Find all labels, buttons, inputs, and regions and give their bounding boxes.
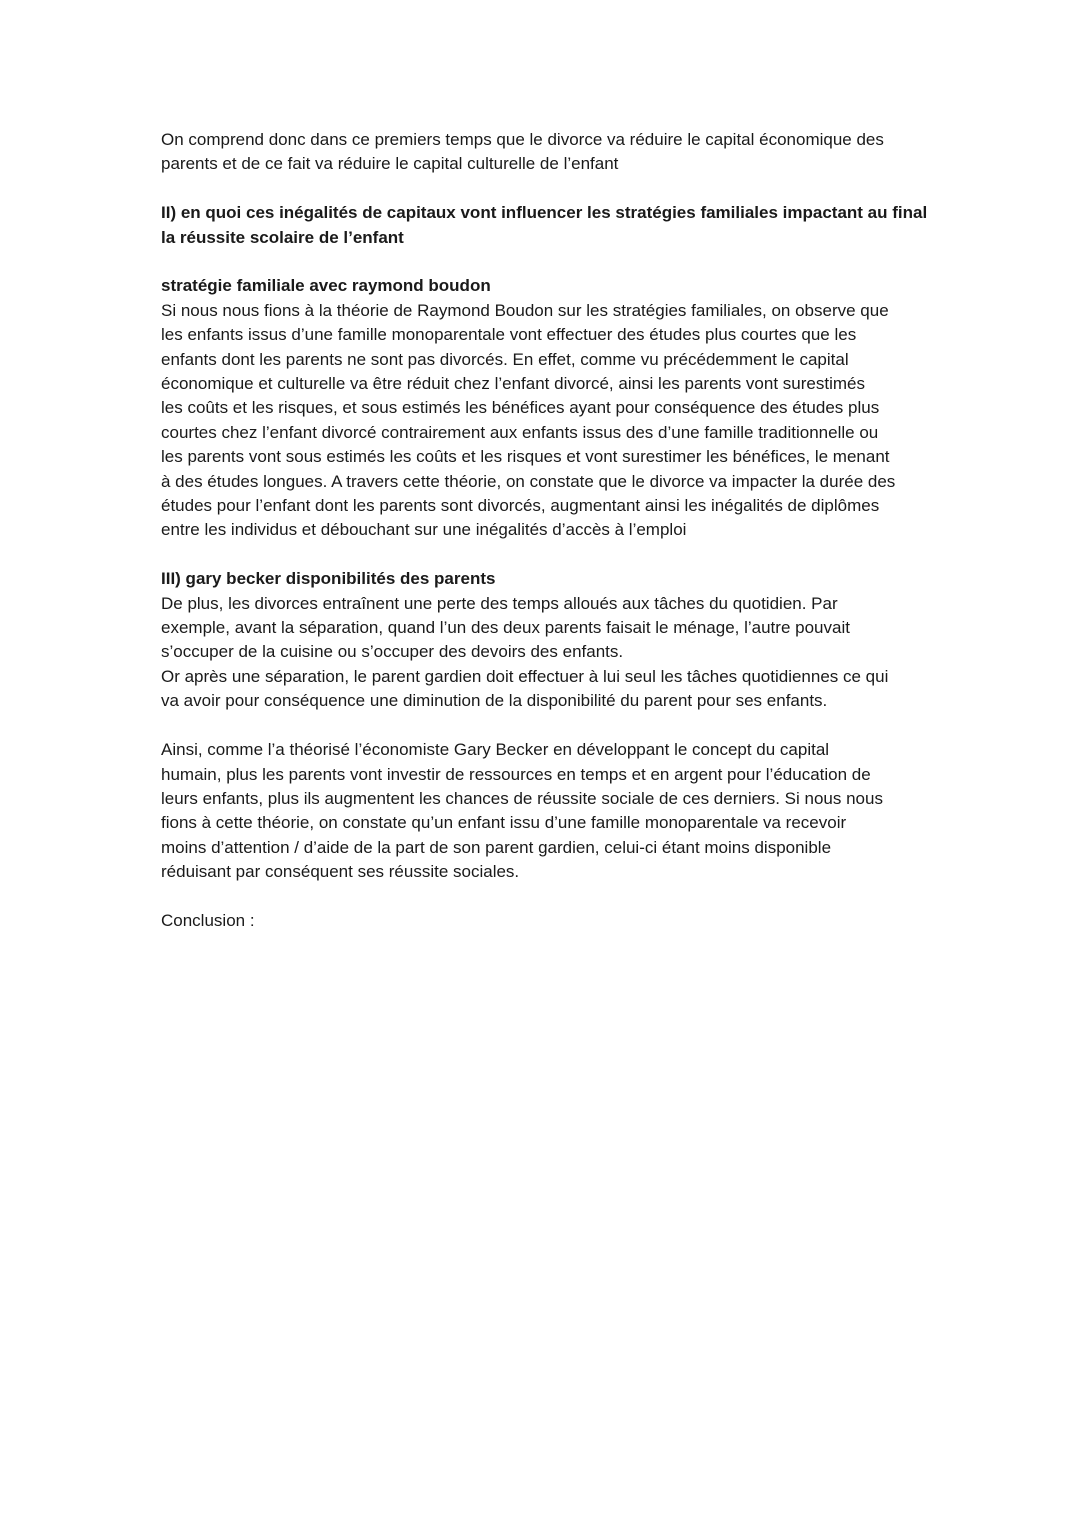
section-3-line: De plus, les divorces entraînent une perte des temps alloués aux tâches du quotidien. Par — [161, 593, 838, 613]
section-2-heading — [161, 201, 961, 250]
section-3-line: s’occuper de la cuisine ou s’occuper des devoirs des enfants. — [161, 642, 624, 662]
section-3-line: moins d’attention / d’aide de la part de son parent gardien, celui-ci étant moins disponible — [161, 837, 832, 857]
section-2-heading-line: la réussite scolaire de l’enfant — [161, 227, 404, 247]
intro-line: On comprend donc dans ce premiers temps que le divorce va réduire le capital économique des — [161, 130, 884, 149]
section-3-line: humain, plus les parents vont investir de ressources en temps et en argent pour l’éducation de — [161, 764, 871, 784]
section-2-subheading: stratégie familiale avec raymond boudon — [161, 276, 491, 296]
section-2-body-line: à des études longues. A travers cette théorie, on constate que le divorce va impacter la durée des — [161, 471, 896, 491]
section-2-body-line: études pour l’enfant dont les parents sont divorcés, augmentant ainsi les inégalités de diplômes — [161, 496, 880, 516]
section-3-line: Or après une séparation, le parent gardien doit effectuer à lui seul les tâches quotidiennes ce qui — [161, 666, 889, 686]
section-3-line: Ainsi, comme l’a théorisé l’économiste Gary Becker en développant le concept du capital — [161, 740, 830, 760]
section-2-body-line: enfants dont les parents ne sont pas divorcés. En effet, comme vu précédemment le capital — [161, 349, 849, 369]
section-2-body-line: entre les individus et débouchant sur une inégalités d’accès à l’emploi — [161, 520, 687, 540]
intro-line: parents et de ce fait va réduire le capital culturelle de l’enfant — [161, 154, 619, 174]
section-3-line: exemple, avant la séparation, quand l’un des deux parents faisait le ménage, l’autre pouvait — [161, 618, 850, 638]
document-page — [161, 128, 961, 958]
section-2-body-line: les enfants issus d’une famille monoparentale vont effectuer des études plus courtes que les — [161, 325, 857, 345]
section-3-line: fions à cette théorie, on constate qu’un enfant issu d’une famille monoparentale va recevoir — [161, 813, 847, 833]
section-3-paragraph-1 — [161, 592, 961, 665]
section-2-body — [161, 299, 961, 543]
section-2-heading-line: II) en quoi ces inégalités de capitaux vont influencer les stratégies familiales impactant au final — [161, 203, 928, 223]
section-2-body-line: les coûts et les risques, et sous estimés les bénéfices ayant pour conséquence des études plus — [161, 398, 880, 418]
section-3-line: réduisant par conséquent ses réussite sociales. — [161, 862, 520, 882]
section-2-body-line: les parents vont sous estimés les coûts et les risques et vont surestimer les bénéfices, le menant — [161, 447, 890, 467]
section-3-paragraph-2 — [161, 665, 961, 714]
section-3-line: va avoir pour conséquence une diminution de la disponibilité du parent pour ses enfants. — [161, 691, 828, 711]
section-2-body-line: Si nous nous fions à la théorie de Raymond Boudon sur les stratégies familiales, on observe que — [161, 300, 889, 320]
intro-paragraph — [161, 128, 961, 177]
section-2-body-line: économique et culturelle va être réduit chez l’enfant divorcé, ainsi les parents vont surestimés — [161, 374, 865, 394]
section-3-line: leurs enfants, plus ils augmentent les chances de réussite sociale de ces derniers. Si nous nous — [161, 788, 883, 808]
section-2-body-line: courtes chez l’enfant divorcé contrairement aux enfants issus des d’une famille traditionnelle ou — [161, 422, 879, 442]
section-3-paragraph-3 — [161, 738, 961, 884]
conclusion-label: Conclusion : — [161, 910, 255, 930]
section-3-heading: III) gary becker disponibilités des parents — [161, 569, 496, 589]
